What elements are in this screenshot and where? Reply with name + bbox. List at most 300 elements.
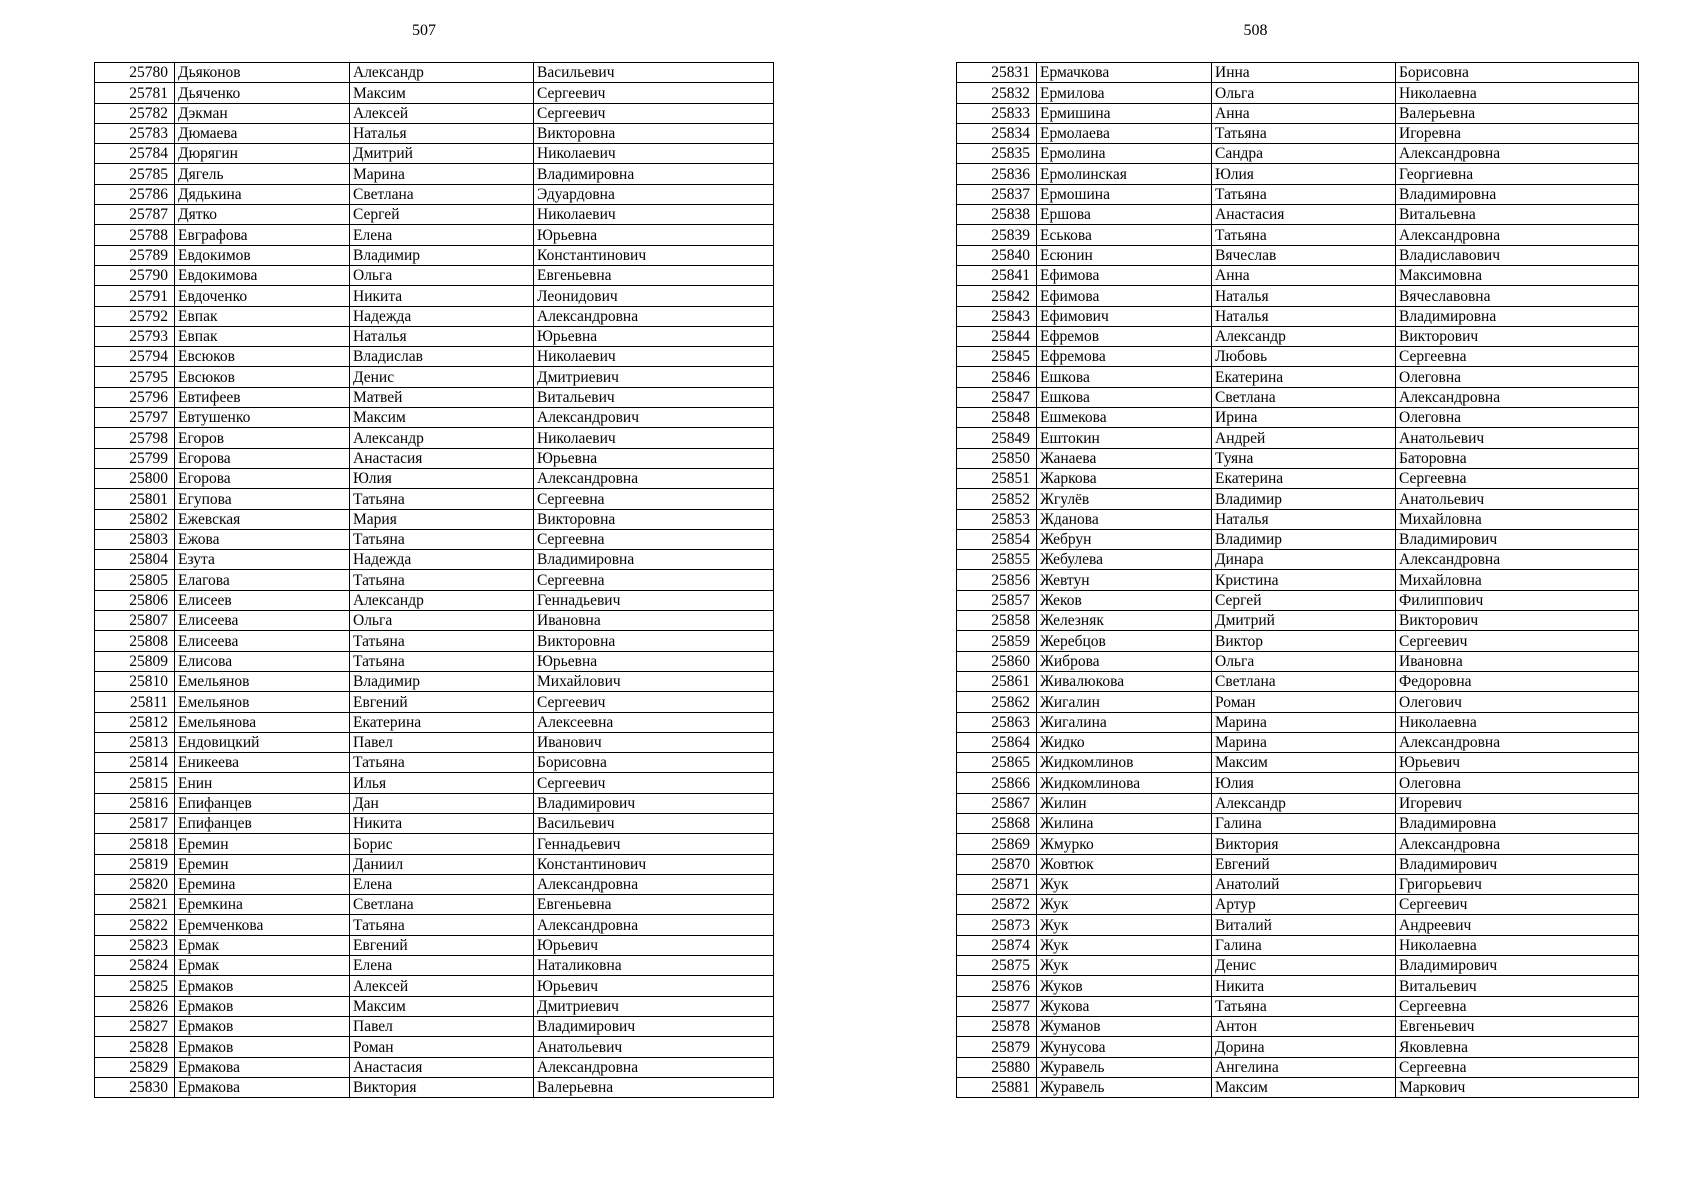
last-name-cell: Дьяконов (175, 63, 350, 83)
table-row (957, 306, 1639, 326)
last-name-cell: Ефремов (1037, 326, 1212, 346)
record-number-cell: 25804 (95, 550, 175, 570)
table-row (95, 590, 774, 610)
first-name-cell: Екатерина (1212, 367, 1396, 387)
first-name-cell: Илья (350, 773, 534, 793)
first-name-cell: Владимир (350, 245, 534, 265)
last-name-cell: Дюрягин (175, 144, 350, 164)
table-row (957, 1077, 1639, 1097)
table-row (957, 590, 1639, 610)
record-number-cell: 25868 (957, 813, 1037, 833)
record-number-cell: 25797 (95, 408, 175, 428)
first-name-cell: Алексей (350, 976, 534, 996)
patronymic-cell: Олеговна (1396, 367, 1639, 387)
table-row (957, 184, 1639, 204)
table-row (957, 468, 1639, 488)
first-name-cell: Сандра (1212, 144, 1396, 164)
table-row (957, 387, 1639, 407)
patronymic-cell: Геннадьевич (534, 834, 774, 854)
table-row (95, 550, 774, 570)
last-name-cell: Еремченкова (175, 915, 350, 935)
table-row (957, 326, 1639, 346)
patronymic-cell: Маркович (1396, 1077, 1639, 1097)
patronymic-cell: Витальевна (1396, 205, 1639, 225)
last-name-cell: Жук (1037, 935, 1212, 955)
record-number-cell: 25786 (95, 184, 175, 204)
record-number-cell: 25832 (957, 83, 1037, 103)
last-name-cell: Ешкова (1037, 387, 1212, 407)
first-name-cell: Наталья (1212, 306, 1396, 326)
table-row (95, 509, 774, 529)
patronymic-cell: Валерьевна (534, 1077, 774, 1097)
record-number-cell: 25831 (957, 63, 1037, 83)
table-row (957, 367, 1639, 387)
patronymic-cell: Николаевич (534, 428, 774, 448)
table-row (95, 1016, 774, 1036)
record-number-cell: 25835 (957, 144, 1037, 164)
patronymic-cell: Владимировна (534, 164, 774, 184)
patronymic-cell: Николаевич (534, 347, 774, 367)
first-name-cell: Владимир (1212, 489, 1396, 509)
first-name-cell: Татьяна (350, 529, 534, 549)
table-row (95, 387, 774, 407)
last-name-cell: Евграфова (175, 225, 350, 245)
record-number-cell: 25851 (957, 468, 1037, 488)
last-name-cell: Емельянов (175, 692, 350, 712)
last-name-cell: Жунусова (1037, 1037, 1212, 1057)
patronymic-cell: Олеговна (1396, 773, 1639, 793)
table-row (957, 732, 1639, 752)
last-name-cell: Евтушенко (175, 408, 350, 428)
patronymic-cell: Сергеевич (1396, 631, 1639, 651)
first-name-cell: Татьяна (1212, 225, 1396, 245)
record-number-cell: 25807 (95, 611, 175, 631)
record-number-cell: 25843 (957, 306, 1037, 326)
first-name-cell: Сергей (1212, 590, 1396, 610)
first-name-cell: Анатолий (1212, 874, 1396, 894)
patronymic-cell: Сергеевич (534, 83, 774, 103)
record-number-cell: 25813 (95, 732, 175, 752)
first-name-cell: Юлия (1212, 773, 1396, 793)
patronymic-cell: Николаевна (1396, 83, 1639, 103)
table-row (95, 265, 774, 285)
patronymic-cell: Александровна (534, 915, 774, 935)
first-name-cell: Любовь (1212, 347, 1396, 367)
record-number-cell: 25864 (957, 732, 1037, 752)
record-number-cell: 25853 (957, 509, 1037, 529)
table-row (957, 164, 1639, 184)
record-number-cell: 25803 (95, 529, 175, 549)
first-name-cell: Светлана (350, 895, 534, 915)
table-row (95, 1057, 774, 1077)
first-name-cell: Дмитрий (1212, 611, 1396, 631)
last-name-cell: Ермачкова (1037, 63, 1212, 83)
first-name-cell: Анна (1212, 265, 1396, 285)
patronymic-cell: Владимирович (534, 793, 774, 813)
table-row (957, 1037, 1639, 1057)
record-number-cell: 25798 (95, 428, 175, 448)
record-number-cell: 25809 (95, 651, 175, 671)
patronymic-cell: Константинович (534, 854, 774, 874)
table-row (957, 205, 1639, 225)
last-name-cell: Жеребцов (1037, 631, 1212, 651)
patronymic-cell: Васильевич (534, 63, 774, 83)
first-name-cell: Дорина (1212, 1037, 1396, 1057)
last-name-cell: Жук (1037, 874, 1212, 894)
table-row (95, 712, 774, 732)
first-name-cell: Елена (350, 956, 534, 976)
last-name-cell: Жигалина (1037, 712, 1212, 732)
last-name-cell: Еремин (175, 854, 350, 874)
last-name-cell: Ермолаева (1037, 123, 1212, 143)
last-name-cell: Евпак (175, 306, 350, 326)
last-name-cell: Езута (175, 550, 350, 570)
patronymic-cell: Михайлович (534, 671, 774, 691)
table-row (957, 671, 1639, 691)
first-name-cell: Татьяна (1212, 996, 1396, 1016)
last-name-cell: Живалюкова (1037, 671, 1212, 691)
patronymic-cell: Владимирович (1396, 854, 1639, 874)
last-name-cell: Елагова (175, 570, 350, 590)
table-row (957, 286, 1639, 306)
record-number-cell: 25862 (957, 692, 1037, 712)
patronymic-cell: Сергеевич (1396, 895, 1639, 915)
patronymic-cell: Александрович (534, 408, 774, 428)
table-row (95, 976, 774, 996)
patronymic-cell: Валерьевна (1396, 103, 1639, 123)
first-name-cell: Никита (350, 813, 534, 833)
table-row (957, 1016, 1639, 1036)
first-name-cell: Денис (350, 367, 534, 387)
record-number-cell: 25784 (95, 144, 175, 164)
first-name-cell: Евгений (350, 692, 534, 712)
last-name-cell: Железняк (1037, 611, 1212, 631)
patronymic-cell: Викторовна (534, 123, 774, 143)
patronymic-cell: Юрьевич (534, 935, 774, 955)
last-name-cell: Дюмаева (175, 123, 350, 143)
table-row (95, 408, 774, 428)
first-name-cell: Ирина (1212, 408, 1396, 428)
record-number-cell: 25816 (95, 793, 175, 813)
patronymic-cell: Борисовна (534, 753, 774, 773)
first-name-cell: Дан (350, 793, 534, 813)
first-name-cell: Вячеслав (1212, 245, 1396, 265)
last-name-cell: Ермаков (175, 976, 350, 996)
last-name-cell: Жилина (1037, 813, 1212, 833)
patronymic-cell: Яковлевна (1396, 1037, 1639, 1057)
patronymic-cell: Викторович (1396, 326, 1639, 346)
patronymic-cell: Игоревич (1396, 793, 1639, 813)
patronymic-cell: Вячеславовна (1396, 286, 1639, 306)
first-name-cell: Александр (350, 590, 534, 610)
table-row (95, 286, 774, 306)
record-number-cell: 25787 (95, 205, 175, 225)
table-row (95, 996, 774, 1016)
first-name-cell: Максим (350, 408, 534, 428)
record-number-cell: 25849 (957, 428, 1037, 448)
table-row (957, 103, 1639, 123)
table-row (95, 793, 774, 813)
patronymic-cell: Юрьевич (534, 976, 774, 996)
record-number-cell: 25789 (95, 245, 175, 265)
last-name-cell: Жук (1037, 895, 1212, 915)
first-name-cell: Светлана (1212, 671, 1396, 691)
patronymic-cell: Федоровна (1396, 671, 1639, 691)
first-name-cell: Наталья (1212, 286, 1396, 306)
patronymic-cell: Эдуардовна (534, 184, 774, 204)
table-row (95, 732, 774, 752)
roster-table (956, 62, 1639, 1098)
last-name-cell: Ештокин (1037, 428, 1212, 448)
record-number-cell: 25818 (95, 834, 175, 854)
table-row (95, 245, 774, 265)
patronymic-cell: Александровна (1396, 225, 1639, 245)
record-number-cell: 25836 (957, 164, 1037, 184)
first-name-cell: Александр (1212, 793, 1396, 813)
patronymic-cell: Владимирович (1396, 956, 1639, 976)
record-number-cell: 25846 (957, 367, 1037, 387)
last-name-cell: Евдокимов (175, 245, 350, 265)
last-name-cell: Ендовицкий (175, 732, 350, 752)
patronymic-cell: Евгеньевич (1396, 1016, 1639, 1036)
patronymic-cell: Сергеевна (1396, 1057, 1639, 1077)
first-name-cell: Роман (1212, 692, 1396, 712)
record-number-cell: 25860 (957, 651, 1037, 671)
record-number-cell: 25867 (957, 793, 1037, 813)
patronymic-cell: Владиславович (1396, 245, 1639, 265)
last-name-cell: Евдоченко (175, 286, 350, 306)
first-name-cell: Анастасия (350, 1057, 534, 1077)
record-number-cell: 25790 (95, 265, 175, 285)
last-name-cell: Дэкман (175, 103, 350, 123)
record-number-cell: 25785 (95, 164, 175, 184)
patronymic-cell: Юрьевна (534, 225, 774, 245)
patronymic-cell: Владимировна (1396, 184, 1639, 204)
first-name-cell: Максим (350, 83, 534, 103)
table-row (957, 935, 1639, 955)
record-number-cell: 25788 (95, 225, 175, 245)
record-number-cell: 25838 (957, 205, 1037, 225)
patronymic-cell: Николаевич (534, 144, 774, 164)
table-row (95, 326, 774, 346)
first-name-cell: Алексей (350, 103, 534, 123)
table-row (957, 651, 1639, 671)
first-name-cell: Юлия (1212, 164, 1396, 184)
record-number-cell: 25808 (95, 631, 175, 651)
patronymic-cell: Ивановна (1396, 651, 1639, 671)
table-row (957, 1057, 1639, 1077)
first-name-cell: Галина (1212, 935, 1396, 955)
last-name-cell: Ефремова (1037, 347, 1212, 367)
table-row (95, 103, 774, 123)
patronymic-cell: Александровна (1396, 387, 1639, 407)
last-name-cell: Ермаков (175, 1016, 350, 1036)
record-number-cell: 25812 (95, 712, 175, 732)
last-name-cell: Егоров (175, 428, 350, 448)
record-number-cell: 25814 (95, 753, 175, 773)
patronymic-cell: Александровна (534, 874, 774, 894)
last-name-cell: Ефимова (1037, 265, 1212, 285)
table-row (95, 651, 774, 671)
first-name-cell: Александр (1212, 326, 1396, 346)
record-number-cell: 25872 (957, 895, 1037, 915)
first-name-cell: Туяна (1212, 448, 1396, 468)
table-row (95, 184, 774, 204)
first-name-cell: Никита (350, 286, 534, 306)
table-row (95, 895, 774, 915)
first-name-cell: Александр (350, 63, 534, 83)
record-number-cell: 25859 (957, 631, 1037, 651)
last-name-cell: Еремкина (175, 895, 350, 915)
record-number-cell: 25780 (95, 63, 175, 83)
table-row (957, 773, 1639, 793)
patronymic-cell: Игоревна (1396, 123, 1639, 143)
patronymic-cell: Григорьевич (1396, 874, 1639, 894)
table-row (957, 611, 1639, 631)
table-row (95, 753, 774, 773)
patronymic-cell: Сергеевич (534, 692, 774, 712)
first-name-cell: Анастасия (1212, 205, 1396, 225)
patronymic-cell: Михайловна (1396, 509, 1639, 529)
last-name-cell: Ершова (1037, 205, 1212, 225)
patronymic-cell: Сергеевна (534, 489, 774, 509)
first-name-cell: Павел (350, 732, 534, 752)
record-number-cell: 25802 (95, 509, 175, 529)
last-name-cell: Ермак (175, 956, 350, 976)
record-number-cell: 25847 (957, 387, 1037, 407)
patronymic-cell: Олеговна (1396, 408, 1639, 428)
table-row (95, 83, 774, 103)
table-row (95, 468, 774, 488)
last-name-cell: Енин (175, 773, 350, 793)
last-name-cell: Елисеева (175, 631, 350, 651)
record-number-cell: 25839 (957, 225, 1037, 245)
patronymic-cell: Михайловна (1396, 570, 1639, 590)
first-name-cell: Кристина (1212, 570, 1396, 590)
last-name-cell: Ежова (175, 529, 350, 549)
record-number-cell: 25822 (95, 915, 175, 935)
patronymic-cell: Александровна (534, 468, 774, 488)
table-row (957, 976, 1639, 996)
record-number-cell: 25880 (957, 1057, 1037, 1077)
table-row (95, 671, 774, 691)
record-number-cell: 25806 (95, 590, 175, 610)
table-row (957, 408, 1639, 428)
record-number-cell: 25805 (95, 570, 175, 590)
patronymic-cell: Юрьевна (534, 448, 774, 468)
record-number-cell: 25821 (95, 895, 175, 915)
table-row (957, 793, 1639, 813)
patronymic-cell: Ивановна (534, 611, 774, 631)
patronymic-cell: Константинович (534, 245, 774, 265)
last-name-cell: Жидкомлинов (1037, 753, 1212, 773)
record-number-cell: 25878 (957, 1016, 1037, 1036)
first-name-cell: Галина (1212, 813, 1396, 833)
last-name-cell: Епифанцев (175, 813, 350, 833)
first-name-cell: Максим (1212, 1077, 1396, 1097)
table-row (95, 347, 774, 367)
table-row (95, 874, 774, 894)
record-number-cell: 25823 (95, 935, 175, 955)
record-number-cell: 25873 (957, 915, 1037, 935)
patronymic-cell: Николаевич (534, 205, 774, 225)
table-row (957, 144, 1639, 164)
patronymic-cell: Владимирович (1396, 529, 1639, 549)
first-name-cell: Борис (350, 834, 534, 854)
last-name-cell: Жданова (1037, 509, 1212, 529)
last-name-cell: Ермаков (175, 1037, 350, 1057)
record-number-cell: 25794 (95, 347, 175, 367)
record-number-cell: 25840 (957, 245, 1037, 265)
last-name-cell: Емельянова (175, 712, 350, 732)
record-number-cell: 25863 (957, 712, 1037, 732)
first-name-cell: Даниил (350, 854, 534, 874)
last-name-cell: Еникеева (175, 753, 350, 773)
table-row (957, 245, 1639, 265)
record-number-cell: 25834 (957, 123, 1037, 143)
last-name-cell: Жаркова (1037, 468, 1212, 488)
first-name-cell: Денис (1212, 956, 1396, 976)
patronymic-cell: Владимировна (1396, 813, 1639, 833)
last-name-cell: Ермакова (175, 1077, 350, 1097)
table-row (957, 428, 1639, 448)
first-name-cell: Татьяна (350, 631, 534, 651)
first-name-cell: Татьяна (1212, 184, 1396, 204)
last-name-cell: Жебрун (1037, 529, 1212, 549)
record-number-cell: 25783 (95, 123, 175, 143)
record-number-cell: 25811 (95, 692, 175, 712)
table-row (95, 144, 774, 164)
table-row (95, 123, 774, 143)
patronymic-cell: Сергеевна (1396, 996, 1639, 1016)
first-name-cell: Марина (1212, 732, 1396, 752)
first-name-cell: Сергей (350, 205, 534, 225)
patronymic-cell: Максимовна (1396, 265, 1639, 285)
record-number-cell: 25827 (95, 1016, 175, 1036)
last-name-cell: Ермолина (1037, 144, 1212, 164)
last-name-cell: Жигалин (1037, 692, 1212, 712)
page-number: 508 (1243, 22, 1268, 39)
first-name-cell: Александр (350, 428, 534, 448)
first-name-cell: Виктория (350, 1077, 534, 1097)
record-number-cell: 25799 (95, 448, 175, 468)
patronymic-cell: Сергеевна (534, 570, 774, 590)
table-row (95, 692, 774, 712)
first-name-cell: Татьяна (350, 651, 534, 671)
last-name-cell: Жгулёв (1037, 489, 1212, 509)
last-name-cell: Епифанцев (175, 793, 350, 813)
first-name-cell: Динара (1212, 550, 1396, 570)
record-number-cell: 25841 (957, 265, 1037, 285)
last-name-cell: Егупова (175, 489, 350, 509)
patronymic-cell: Юрьевна (534, 651, 774, 671)
first-name-cell: Матвей (350, 387, 534, 407)
first-name-cell: Анастасия (350, 448, 534, 468)
record-number-cell: 25810 (95, 671, 175, 691)
last-name-cell: Ермаков (175, 996, 350, 1016)
record-number-cell: 25852 (957, 489, 1037, 509)
patronymic-cell: Георгиевна (1396, 164, 1639, 184)
first-name-cell: Антон (1212, 1016, 1396, 1036)
patronymic-cell: Иванович (534, 732, 774, 752)
table-row (957, 347, 1639, 367)
patronymic-cell: Андреевич (1396, 915, 1639, 935)
last-name-cell: Еремин (175, 834, 350, 854)
table-row (95, 935, 774, 955)
record-number-cell: 25828 (95, 1037, 175, 1057)
last-name-cell: Евсюков (175, 367, 350, 387)
first-name-cell: Ольга (1212, 651, 1396, 671)
